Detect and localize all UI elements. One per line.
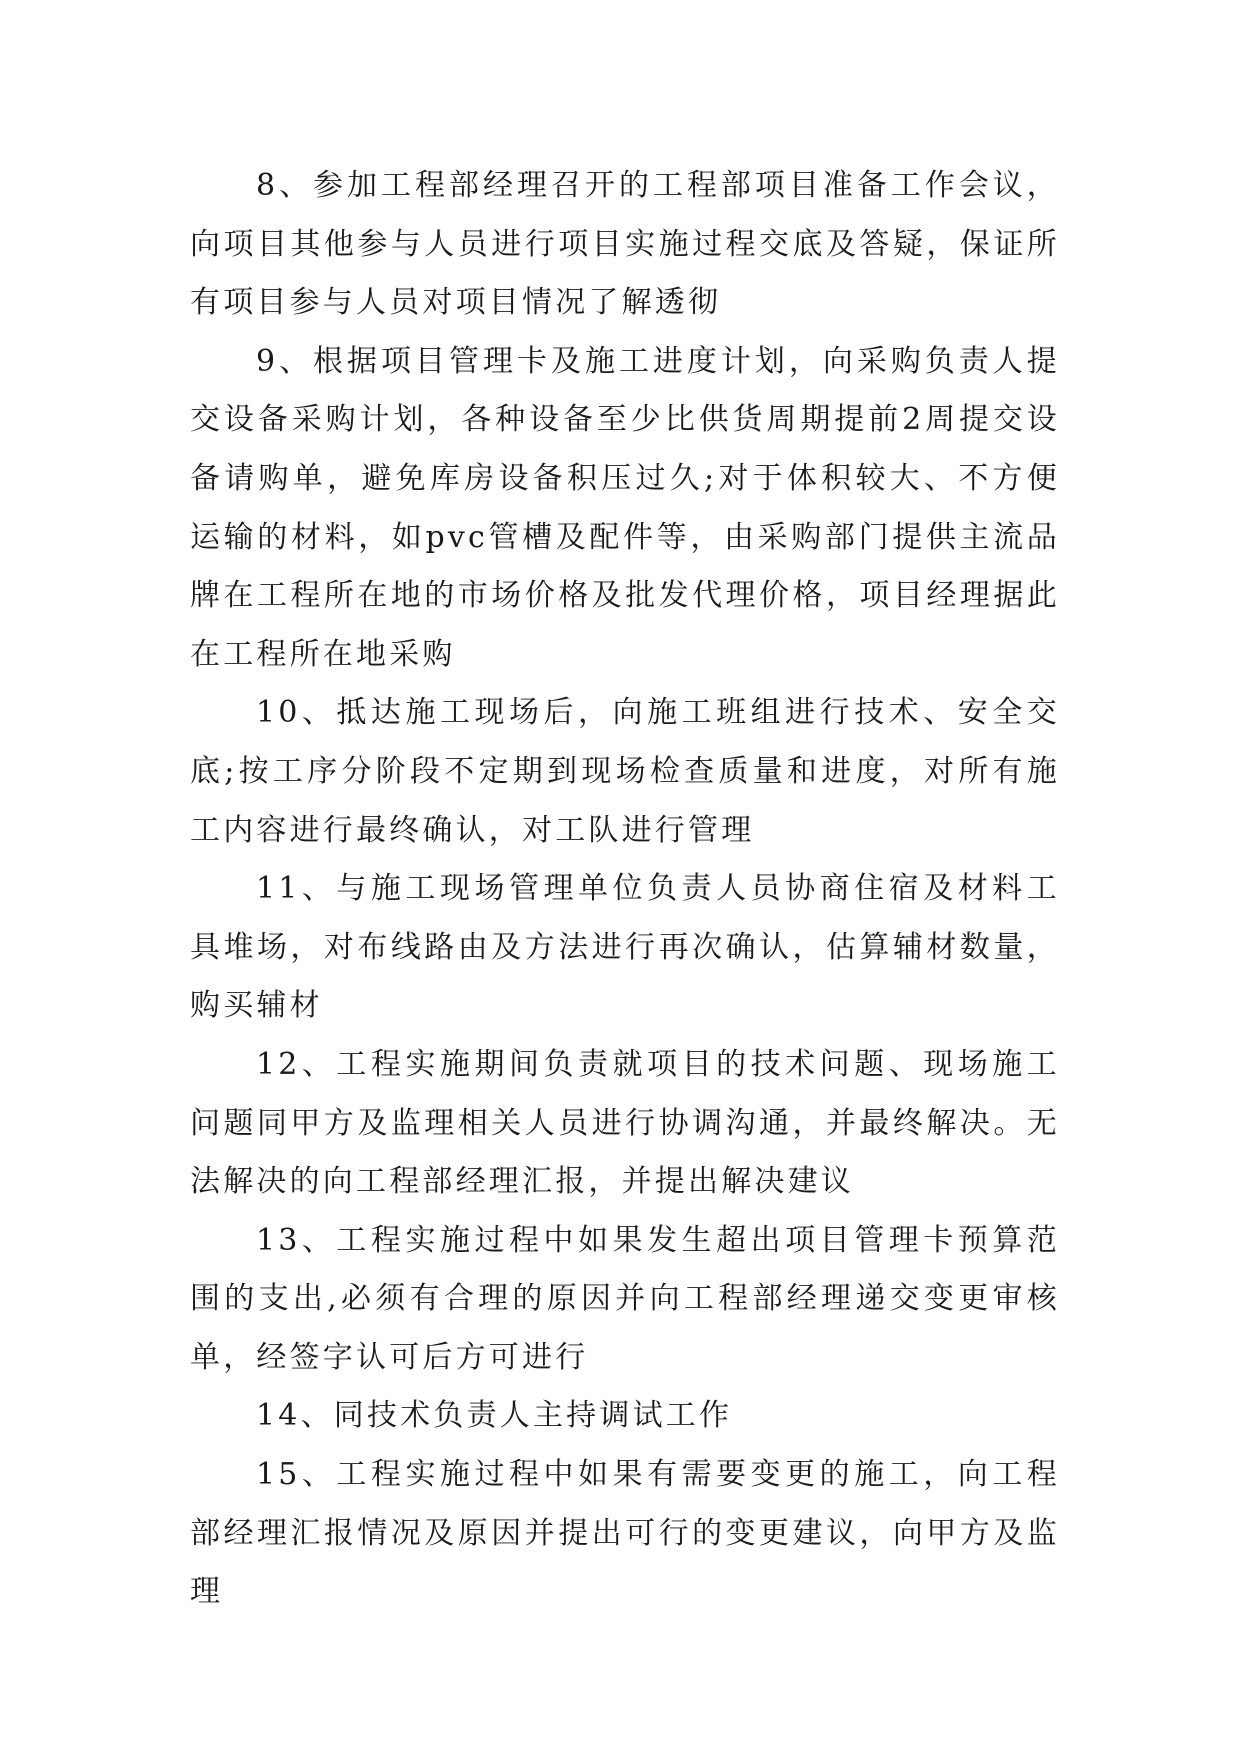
paragraph-item-10: 10、抵达施工现场后，向施工班组进行技术、安全交底;按工序分阶段不定期到现场检查质量和进度，对所有施工内容进行最终确认，对工队进行管理 <box>190 695 1060 848</box>
paragraph-item-8: 8、参加工程部经理召开的工程部项目准备工作会议，向项目其他参与人员进行项目实施过程交底及答疑，保证所有项目参与人员对项目情况了解透彻 <box>190 168 1060 321</box>
paragraph-item-13: 13、工程实施过程中如果发生超出项目管理卡预算范围的支出,必须有合理的原因并向工程部经理递交变更审核单，经签字认可后方可进行 <box>190 1222 1060 1375</box>
paragraph-item-9: 9、根据项目管理卡及施工进度计划，向采购负责人提交设备采购计划，各种设备至少比供货周期提前2周提交设备请购单，避免库房设备积压过久;对于体积较大、不方便运输的材料，如pvc管槽及配件等，由采购部门提供主流品牌在工程所在地的市场价格及批发代理价格，项目经理据此在工程所在地采购 <box>190 343 1060 672</box>
paragraph-item-12: 12、工程实施期间负责就项目的技术问题、现场施工问题同甲方及监理相关人员进行协调沟通，并最终解决。无法解决的向工程部经理汇报，并提出解决建议 <box>190 1046 1060 1200</box>
paragraph-item-15: 15、工程实施过程中如果有需要变更的施工，向工程部经理汇报情况及原因并提出可行的变更建议，向甲方及监理 <box>190 1457 1060 1610</box>
paragraph-item-14: 14、同技术负责人主持调试工作 <box>256 1398 733 1434</box>
paragraph-item-11: 11、与施工现场管理单位负责人员协商住宿及材料工具堆场，对布线路由及方法进行再次确认，估算辅材数量，购买辅材 <box>190 871 1060 1024</box>
document-body <box>190 157 1060 1622</box>
